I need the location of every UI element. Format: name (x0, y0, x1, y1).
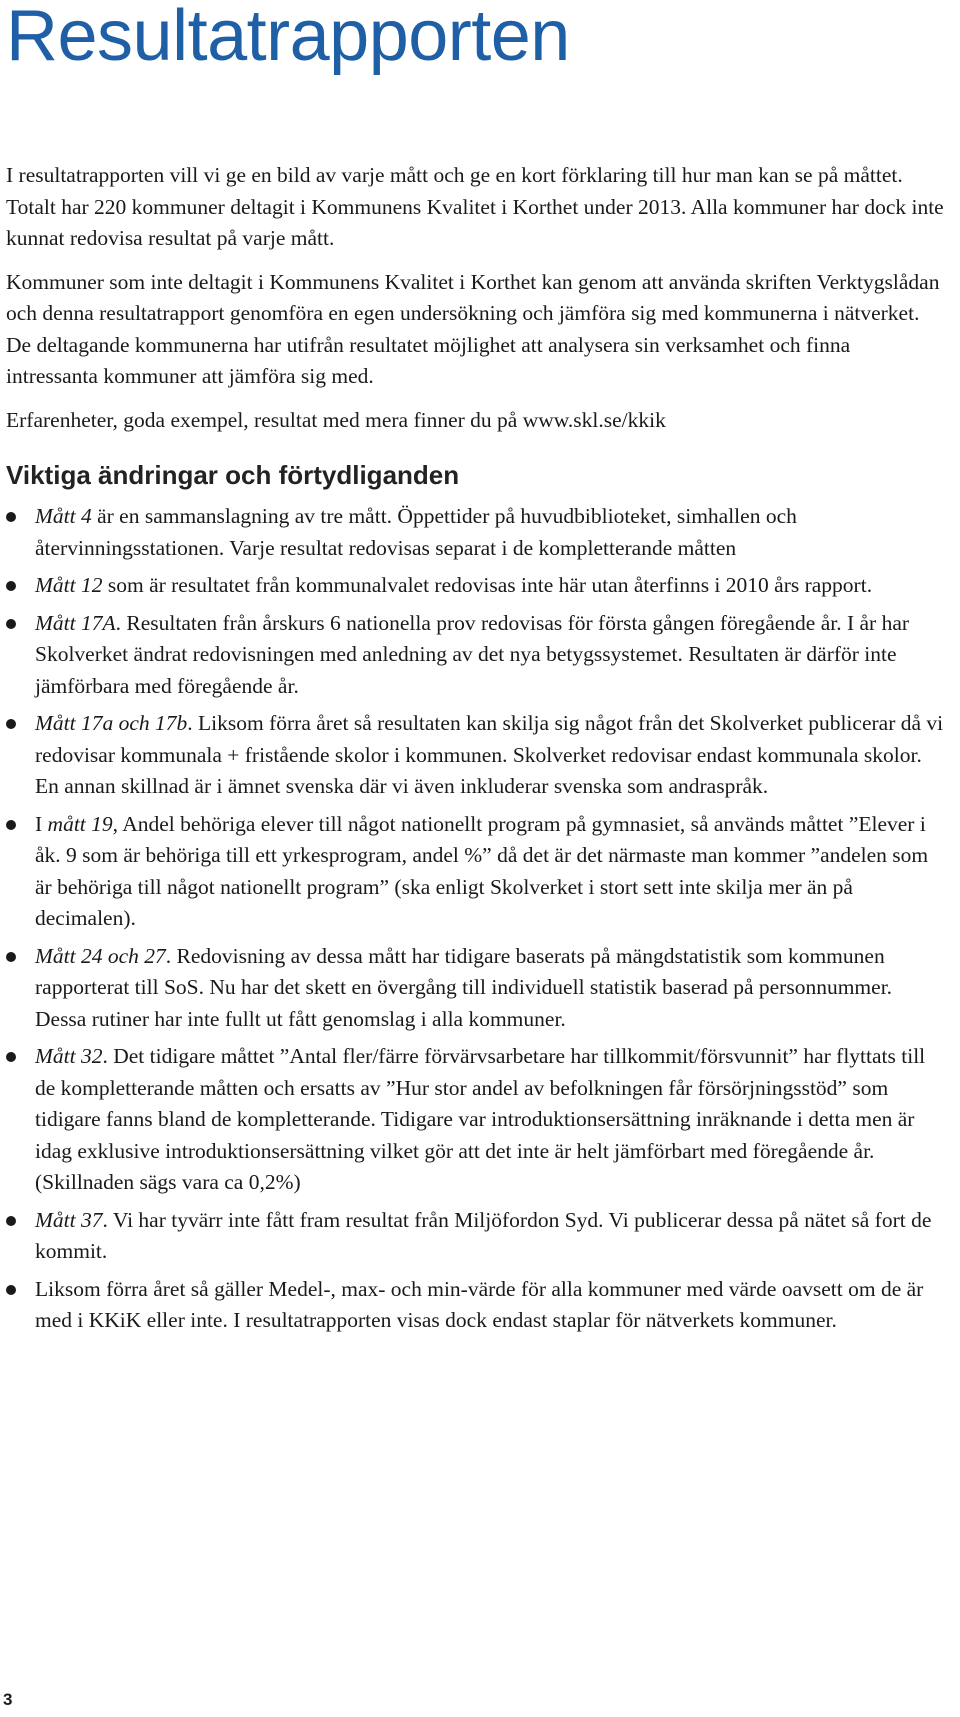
measure-name: Mått 37 (35, 1207, 103, 1232)
measure-name: Mått 32 (35, 1044, 103, 1068)
item-text: är en sammanslagning av tre mått. Öppettider på huvudbiblioteket, simhallen och återvinningsstationen. Varje resultat redovisas separat i de kompletterande måtten (35, 504, 797, 560)
item-text: . Liksom förra året så resultaten kan skilja sig något från det Skolverket publicerar då vi redovisar kommunala + fristående skolor i kommunen. Skolverket redovisar endast kommunala skolor. En annan skillnad är i ämnet svenska där vi även inkluderar svenska som andraspråk. (35, 711, 944, 798)
bullet-icon (6, 1285, 16, 1295)
list-item (6, 570, 946, 602)
bullet-icon (6, 719, 16, 729)
bullet-icon (6, 820, 16, 830)
page-number: 3 (3, 1690, 13, 1709)
list-item (6, 608, 946, 703)
bullet-icon (6, 512, 16, 522)
measure-name: mått 19 (47, 811, 113, 836)
item-text: . Redovisning av dessa mått har tidigare baserats på mängdstatistik som kommunen rapporterat till SoS. Nu har det skett en övergång till individuell statistik baserad på personnummer. Dessa rutiner har inte fullt ut fått genomslag i alla kommuner. (35, 943, 893, 1031)
list-item (6, 1041, 946, 1199)
bullet-icon (6, 1052, 16, 1062)
bullet-icon (6, 1216, 16, 1226)
list-item (6, 1205, 946, 1268)
page-title: Resultatrapporten (6, 0, 570, 76)
bullet-icon (6, 952, 16, 962)
measure-name: Mått 17a och 17b (35, 711, 188, 735)
link-paragraph: Erfarenheter, goda exempel, resultat med mera finner du på www.skl.se/kkik (6, 407, 666, 432)
bullet-icon (6, 581, 16, 591)
measure-name: Mått 24 och 27 (35, 943, 166, 968)
item-text: . Vi har tyvärr inte fått fram resultat från Miljöfordon Syd. Vi publicerar dessa på nätet så fort de kommit. (35, 1207, 932, 1263)
measure-name: Mått 4 (35, 504, 92, 528)
bullet-icon (6, 619, 16, 629)
list-item (6, 1274, 946, 1337)
item-text: som är resultatet från kommunalvalet redovisas inte här utan återfinns i 2010 års rapport. (102, 573, 873, 597)
changes-list (6, 501, 946, 1337)
measure-name: Mått 17A (35, 610, 116, 635)
list-item (6, 809, 946, 935)
item-prefix: I (35, 811, 48, 836)
list-item (6, 708, 946, 803)
list-item (6, 941, 946, 1036)
item-text: , Andel behöriga elever till något nationellt program på gymnasiet, så används måttet ”Elever i åk. 9 som är behöriga till ett yrkesprogram, andel %” då det är det närmaste man kommer ”andelen som är behöriga till något nationellt program” (ska enligt Skolverket i stort sett inte skilja mer än på decimalen). (35, 811, 929, 930)
item-text: . Resultaten från årskurs 6 nationella prov redovisas för första gången föregående år. I år har Skolverket ändrat redovisningen med anledning av det nya betygssystemet. Resultaten är därför inte jämförbara med föregående år. (35, 610, 910, 698)
list-item (6, 501, 946, 564)
document-body (6, 160, 946, 1343)
item-prefix: Liksom förra året så gäller Medel-, max- och min-värde för alla kommuner med värde oavsett om de är med i KKiK eller inte. I resultatrapporten visas dock endast staplar för nätverkets kommuner. (35, 1276, 924, 1332)
section-heading: Viktiga ändringar och förtydliganden (6, 460, 460, 490)
measure-name: Mått 12 (35, 573, 103, 597)
item-text: . Det tidigare måttet ”Antal fler/färre förvärvsarbetare har tillkommit/försvunnit” har flyttats till de kompletterande måtten och ersatts av ”Hur stor andel av befolkningen får försörjningsstöd” som tidigare fanns bland de kompletterande. Tidigare var introduktionsersättning inräknande i detta men är idag exklusive introduktionsersättning vilket gör att det inte är helt jämförbart med föregående år. (Skillnaden sägs vara ca 0,2%) (35, 1044, 926, 1194)
intro-paragraph: I resultatrapporten vill vi ge en bild av varje mått och ge en kort förklaring till hur man kan se på måttet. Totalt har 220 kommuner deltagit i Kommunens Kvalitet i Korthet under 2013. Alla kommuner har dock inte kunnat redovisa resultat på varje mått. (6, 163, 944, 250)
intro-paragraph: Kommuner som inte deltagit i Kommunens Kvalitet i Korthet kan genom att använda skriften Verktygslådan och denna resultatrapport genomföra en egen undersökning och jämföra sig med kommunerna i nätverket. De deltagande kommunerna har utifrån resultatet möjlighet att analysera sin verksamhet och finna intressanta kommuner att jämföra sig med. (6, 269, 940, 388)
